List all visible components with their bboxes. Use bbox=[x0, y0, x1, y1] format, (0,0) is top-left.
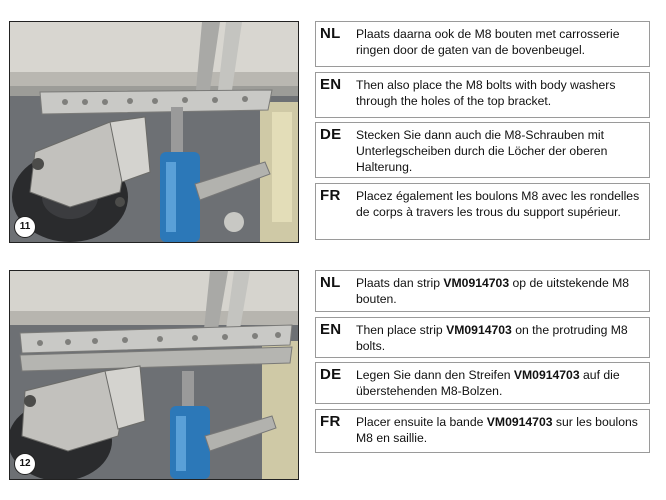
step-11-number-badge: 11 bbox=[14, 216, 36, 238]
step-11-fr-box bbox=[315, 183, 650, 240]
lang-code-de: DE bbox=[320, 126, 342, 143]
step-12-en-text bbox=[356, 318, 649, 354]
text-after: auf die überstehenden M8-Bolzen. bbox=[356, 368, 620, 398]
text-after: on the protruding M8 bolts. bbox=[356, 323, 628, 353]
step-11-de-box bbox=[315, 122, 650, 178]
step-12-fr-box bbox=[315, 409, 650, 453]
step-11-en-text: Then also place the M8 bolts with body washers through the holes of the top bracket. bbox=[356, 78, 616, 108]
step-11-de-text: Stecken Sie dann auch die M8-Schrauben mit Unterlegscheiben durch die Löcher der oberen Halterung. bbox=[356, 128, 608, 174]
part-number: VM0914703 bbox=[446, 323, 512, 337]
text-before: Legen Sie dann den Streifen bbox=[356, 368, 514, 382]
step-12-de-box bbox=[315, 362, 650, 404]
text-after: sur les boulons M8 en saillie. bbox=[356, 415, 638, 445]
step-12-fr-text bbox=[356, 410, 649, 446]
step-12-number-badge: 12 bbox=[14, 453, 36, 475]
step-11-fr-text: Placez également les boulons M8 avec les rondelles de corps à travers les trous du support supérieur. bbox=[356, 189, 640, 219]
part-number: VM0914703 bbox=[513, 368, 580, 382]
step-12-en-box bbox=[315, 317, 650, 358]
lang-code-fr: FR bbox=[320, 187, 341, 204]
lang-code-nl: NL bbox=[320, 25, 341, 42]
step-12-illustration bbox=[10, 271, 298, 479]
step-11-nl-text: Plaats daarna ook de M8 bouten met carrosserie ringen door de gaten van de bovenbeugel. bbox=[356, 27, 620, 57]
step-11-photo bbox=[9, 21, 299, 243]
text-before: Then place strip bbox=[356, 323, 447, 337]
part-number: VM0914703 bbox=[486, 415, 553, 429]
step-12-nl-box bbox=[315, 270, 650, 312]
step-11-en-box bbox=[315, 72, 650, 118]
step-12-nl-text bbox=[356, 271, 649, 307]
lang-code-en: EN bbox=[320, 76, 342, 93]
step-12-photo bbox=[9, 270, 299, 480]
lang-code-en: EN bbox=[320, 321, 342, 338]
step-11-nl-box bbox=[315, 21, 650, 67]
part-number: VM0914703 bbox=[443, 276, 510, 290]
lang-code-fr: FR bbox=[320, 413, 341, 430]
text-after: op de uitstekende M8 bouten. bbox=[356, 276, 630, 306]
step-11-illustration bbox=[10, 22, 298, 242]
lang-code-de: DE bbox=[320, 366, 342, 383]
text-before: Placer ensuite la bande bbox=[356, 415, 487, 429]
text-before: Plaats dan strip bbox=[356, 276, 444, 290]
step-12-de-text bbox=[356, 363, 649, 399]
lang-code-nl: NL bbox=[320, 274, 341, 291]
